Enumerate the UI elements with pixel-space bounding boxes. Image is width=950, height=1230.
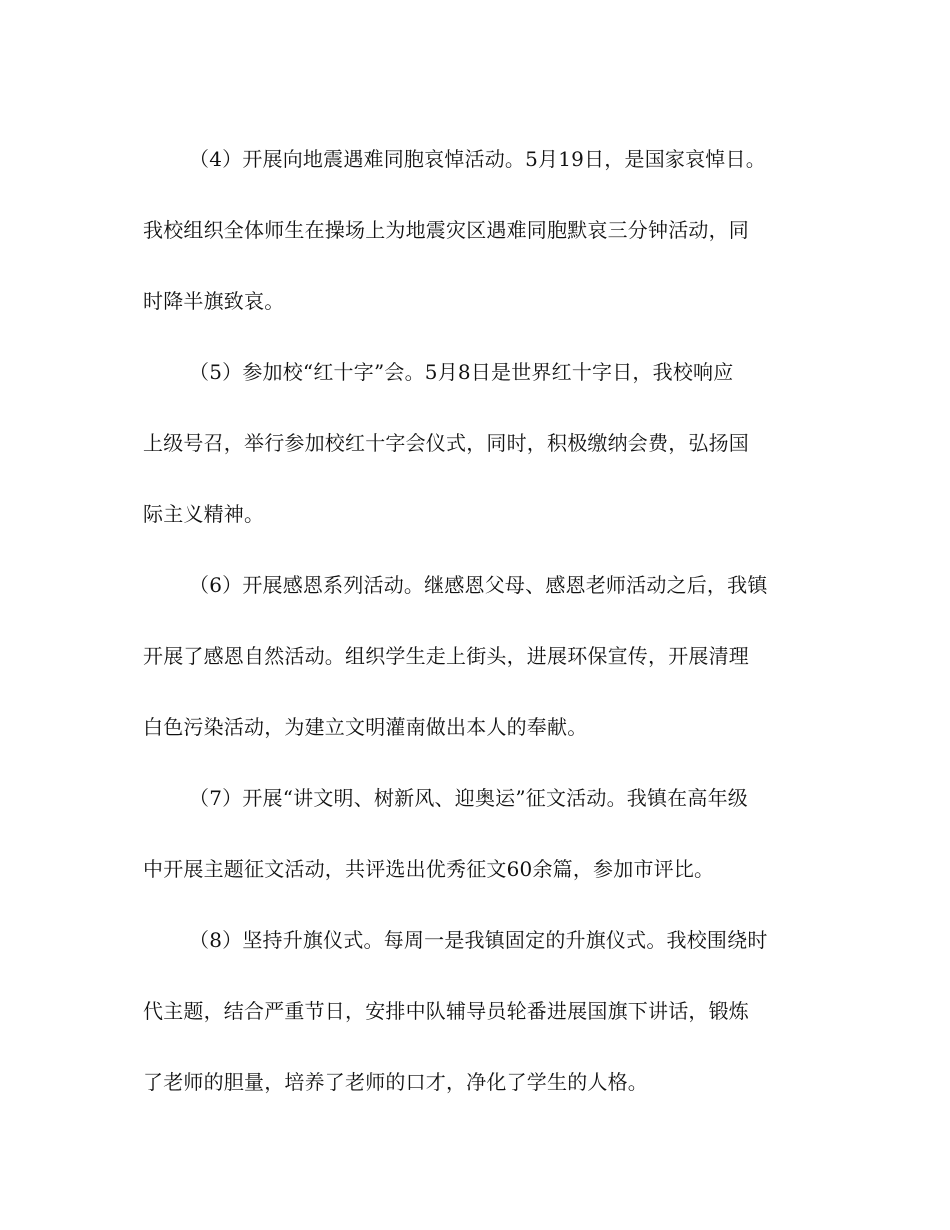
paragraph-line: 际主义精神。 bbox=[143, 502, 265, 526]
paragraph-7 bbox=[143, 763, 823, 905]
paragraph-line: （4）开展向地震遇难同胞哀悼活动。5月19日，是国家哀悼日。 bbox=[189, 147, 766, 171]
paragraph-line: 开展了感恩自然活动。组织学生走上街头，进展环保宣传，开展清理 bbox=[143, 644, 749, 668]
paragraph-line: （5）参加校“红十字”会。5月8日是世界红十字日，我校响应 bbox=[189, 360, 734, 384]
paragraph-line: 时降半旗致哀。 bbox=[143, 289, 285, 313]
paragraph-5 bbox=[143, 337, 823, 550]
paragraph-line: 了老师的胆量，培养了老师的口才，净化了学生的人格。 bbox=[143, 1070, 648, 1094]
paragraph-8 bbox=[143, 905, 823, 1118]
paragraph-line: 白色污染活动，为建立文明灌南做出本人的奉献。 bbox=[143, 715, 588, 739]
paragraph-6 bbox=[143, 550, 823, 763]
paragraph-line: （6）开展感恩系列活动。继感恩父母、感恩老师活动之后，我镇 bbox=[189, 573, 768, 597]
paragraph-line: 上级号召，举行参加校红十字会仪式，同时，积极缴纳会费，弘扬国 bbox=[143, 431, 749, 455]
paragraph-line: 代主题，结合严重节日，安排中队辅导员轮番进展国旗下讲话，锻炼 bbox=[143, 999, 749, 1023]
paragraph-line: 中开展主题征文活动，共评选出优秀征文60余篇，参加市评比。 bbox=[143, 857, 715, 881]
document-body bbox=[143, 124, 823, 1118]
paragraph-4 bbox=[143, 124, 823, 337]
paragraph-line: 我校组织全体师生在操场上为地震灾区遇难同胞默哀三分钟活动，同 bbox=[143, 218, 749, 242]
paragraph-line: （7）开展“讲文明、树新风、迎奥运”征文活动。我镇在高年级 bbox=[189, 786, 748, 810]
paragraph-line: （8）坚持升旗仪式。每周一是我镇固定的升旗仪式。我校围绕时 bbox=[189, 928, 768, 952]
